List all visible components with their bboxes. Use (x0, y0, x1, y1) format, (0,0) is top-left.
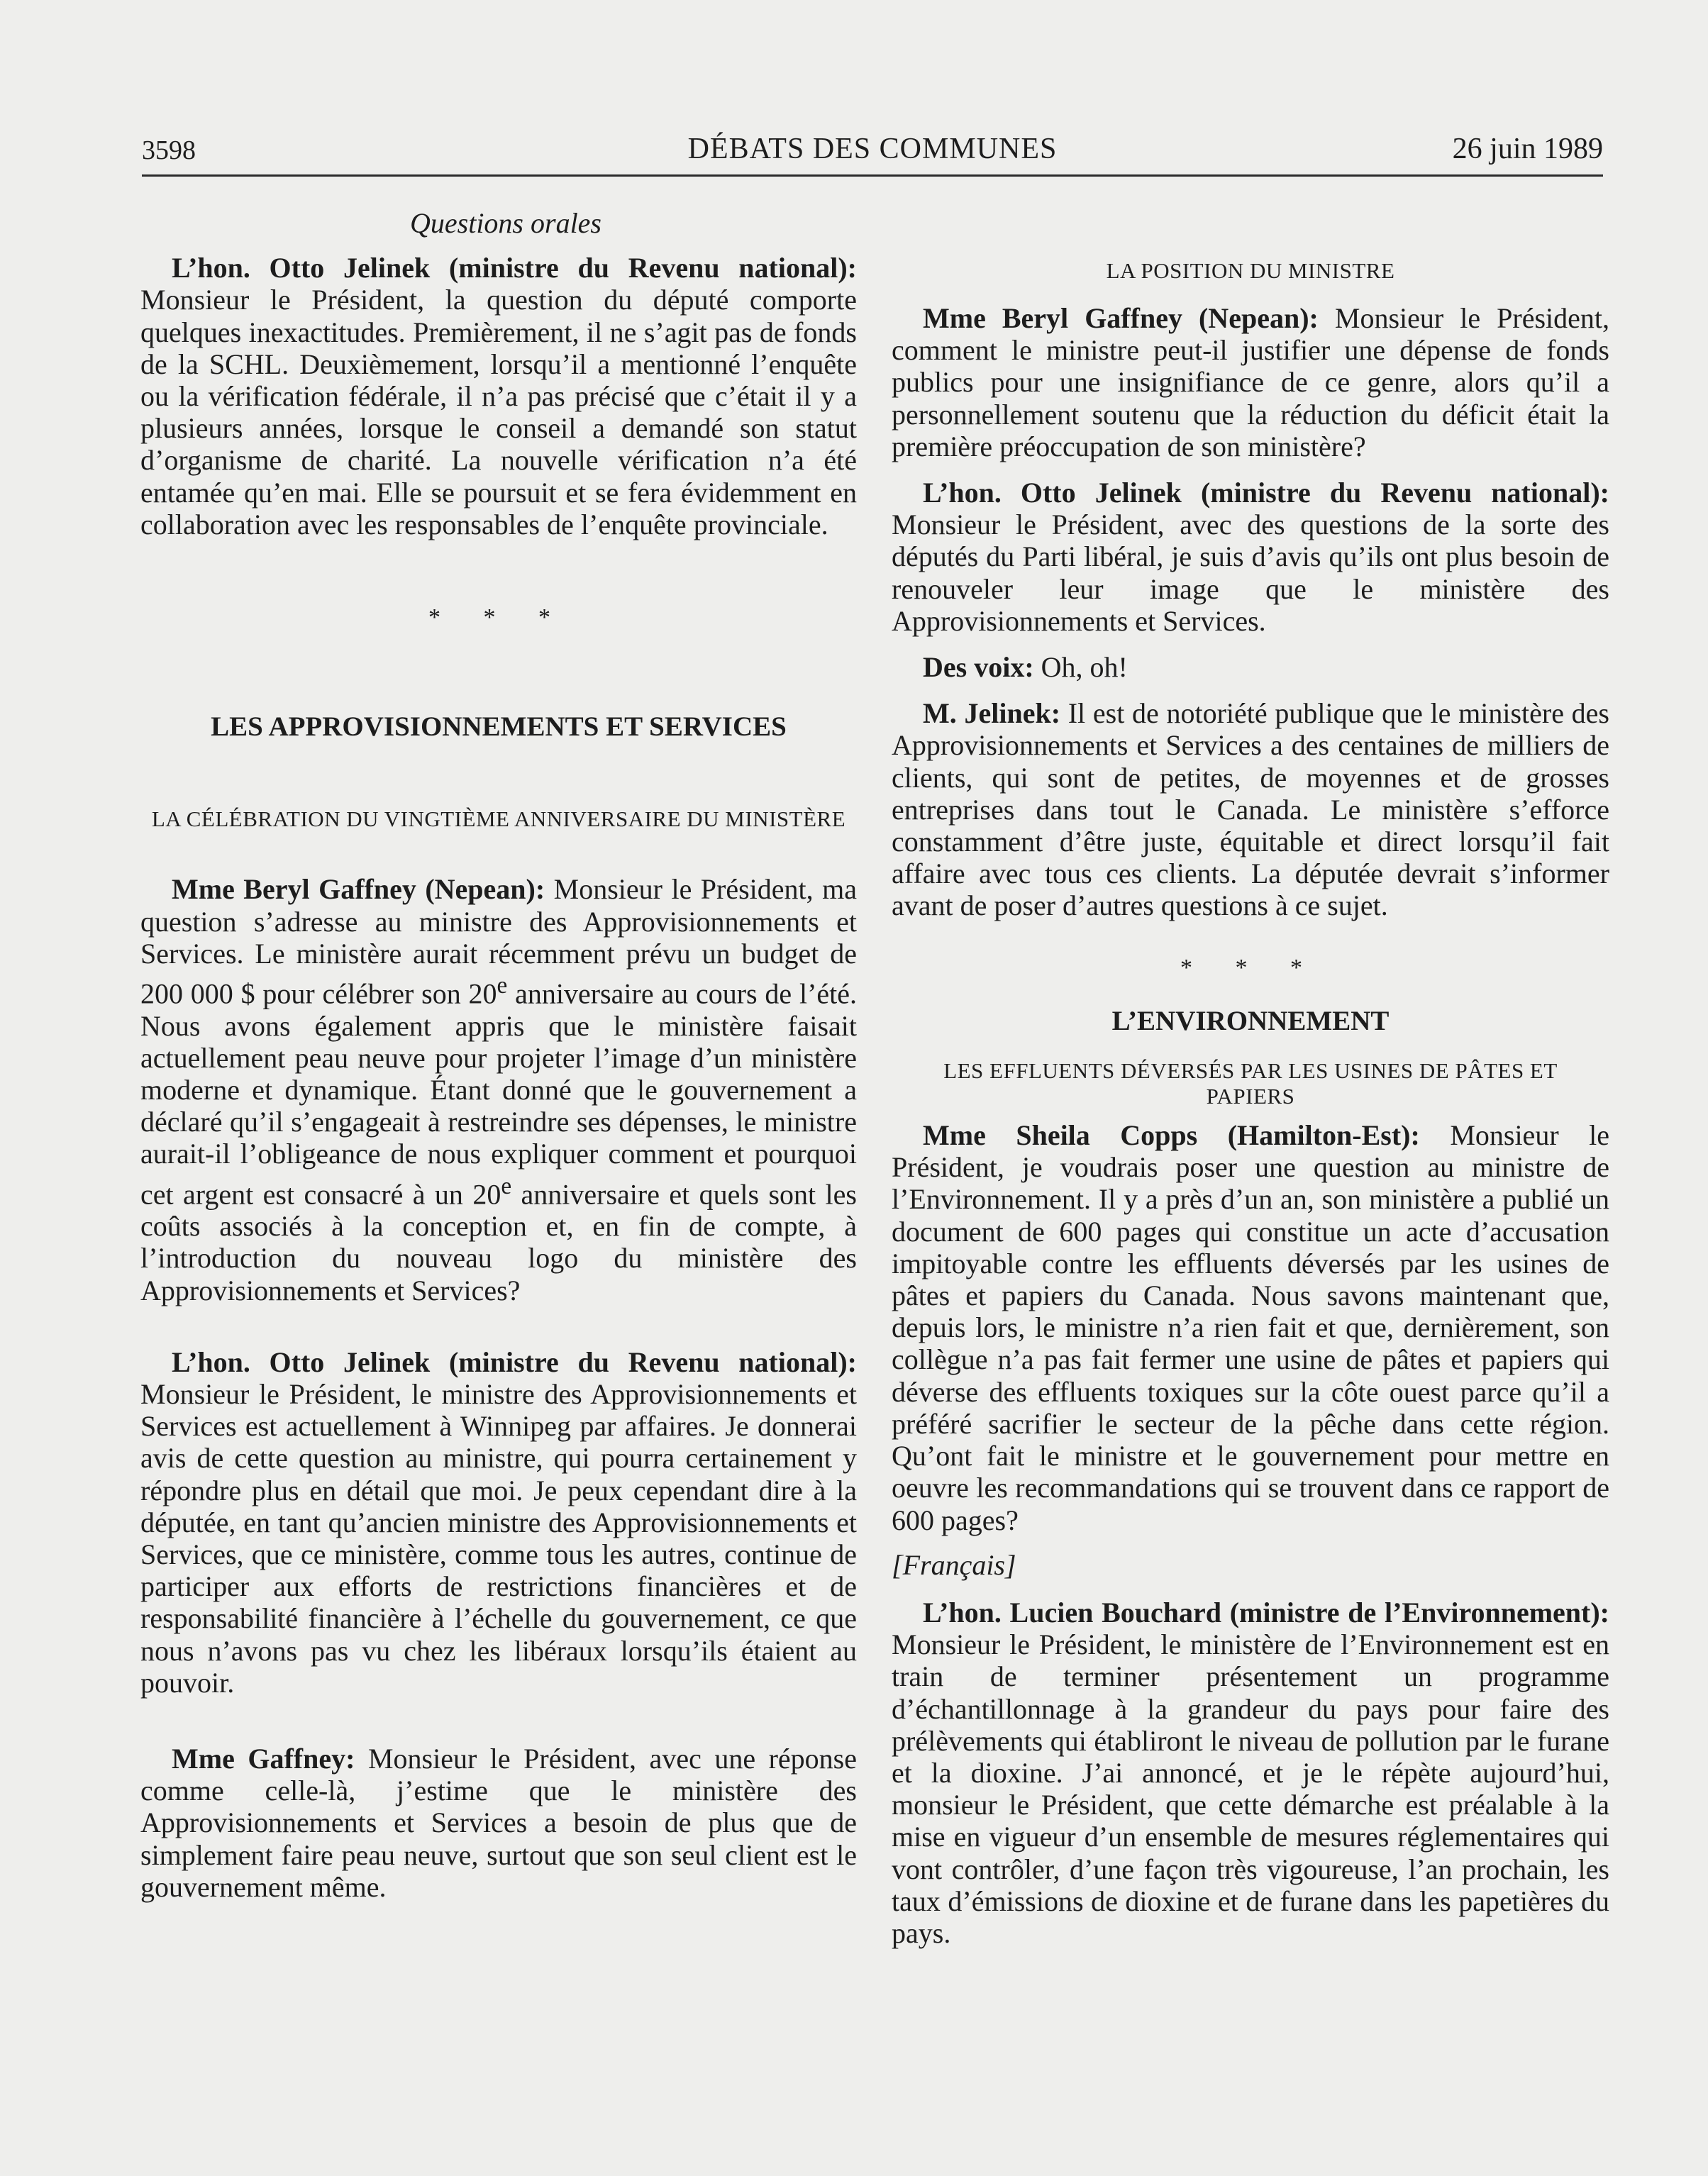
speaker-name: L’hon. Otto Jelinek (ministre du Revenu national): (172, 252, 857, 284)
speech-paragraph (892, 651, 1609, 683)
speech-text: Monsieur le Président, comment le ministre peut-il justifier une dépense de fonds publics pour une insignifiance de ce genre, alors qu’il a personnellement soutenu que la réduction du déficit était la première préoccupation de son ministère? (892, 302, 1610, 462)
speaker-name: Mme Gaffney: (172, 1742, 355, 1775)
speech-text: Monsieur le Président, la question du député comporte quelques inexactitudes. Premièrement, il ne s’agit pas de fonds de la SCHL. Deuxièmement, lorsqu’il a mentionné l’enquête ou la vérification fédérale, il n’a pas précisé que c’était il y a plusieurs années, lorsque le conseil a demandé son statut d’organisme de charité. La nouvelle vérification n’a été entamée qu’en mai. Elle se poursuit et se fera évidemment en collaboration avec les responsables de l’enquête provinciale. (140, 284, 857, 540)
speaker-name: M. Jelinek: (923, 697, 1061, 730)
ordinal-suffix: e (497, 972, 508, 999)
right-column (892, 206, 1609, 1949)
speaker-name: L’hon. Otto Jelinek (ministre du Revenu national): (923, 477, 1609, 509)
speech-paragraph (892, 1597, 1609, 1949)
speech-text: Monsieur le Président, avec des questions de la sorte des députés du Parti libéral, je suis d’avis qu’ils ont plus besoin de renouveler leur image que le ministère des Approvisionnements et Services. (892, 509, 1609, 637)
speech-text: Monsieur le Président, je voudrais poser une question au ministre de l’Environnement. Il y a près d’un an, son ministère a publié un document de 600 pages qui constitue un acte d’accusation impitoyable contre les effluents déversés par les usines de pâtes et papiers du Canada. Nous savons maintenant que, depuis lors, le ministre n’a rien fait et que, dernièrement, son collègue n’a pas fait fermer une usine de pâtes et papiers qui déverse des effluents toxiques sur la côte ouest parce qu’il a préféré sacrifier le secteur de la pêche dans cette région. Qu’ont fait le ministre et le gouvernement pour mettre en oeuvre les recommandations qui se trouvent dans ce rapport de 600 pages? (892, 1119, 1609, 1536)
speaker-name: L’hon. Otto Jelinek (ministre du Revenu national): (172, 1345, 857, 1378)
speech-text: Monsieur le Président, le ministère de l’Environnement est en train de terminer présentement un programme d’échantillonnage à la grandeur du pays pour faire des prélèvements qui établiront le niveau de pollution par le furane et la dioxine. J’ai annoncé, et je le répète aujourd’hui, monsieur le Président, que cette démarche est préalable à la mise en vigueur d’un ensemble de mesures réglementaires qui vont contrôler, d’une façon très vigoureuse, l’an prochain, les taux d’émissions de dioxine et de furane dans les papetières du pays. (892, 1628, 1609, 1949)
speaker-name: L’hon. Lucien Bouchard (ministre de l’Environnement): (923, 1596, 1609, 1628)
speech-paragraph (140, 252, 857, 540)
publication-date: 26 juin 1989 (1452, 133, 1603, 165)
speech-text: Il est de notoriété publique que le ministère des Approvisionnements et Services a des centaines de milliers de clients, qui sont de petites, de moyennes et de grosses entreprises dans tout le Canada. Le ministère s’efforce constamment d’être juste, équitable et direct lorsqu’il fait affaire avec tous ces clients. La députée devrait s’informer avant de poser d’autres questions à ce sujet. (892, 697, 1609, 922)
speaker-name: Des voix: (923, 651, 1034, 684)
speech-paragraph (140, 1346, 857, 1699)
speech-paragraph (892, 302, 1609, 462)
speech-paragraph (892, 477, 1609, 637)
speech-paragraph (140, 873, 857, 1306)
section-label: Questions orales (410, 207, 601, 239)
publication-title: DÉBATS DES COMMUNES (687, 133, 1058, 165)
section-heading: L’ENVIRONNEMENT (1111, 1005, 1390, 1036)
speech-text: Oh, oh! (1041, 651, 1128, 684)
page-number: 3598 (142, 135, 196, 165)
subsection-heading: LA POSITION DU MINISTRE (1106, 258, 1395, 283)
speech-text: Monsieur le Président, ma question s’adresse au ministre des Approvisionnements et Services. Le ministère aurait récemment prévu un budget de 200 000 $ pour célébrer son 20 (140, 873, 858, 1010)
speech-paragraph (140, 1743, 857, 1903)
section-heading: LES APPROVISIONNEMENTS ET SERVICES (211, 711, 787, 743)
subsection-heading: LES EFFLUENTS DÉVERSÉS PAR LES USINES DE PÂTES ET PAPIERS (943, 1058, 1558, 1109)
ordinal-suffix: e (501, 1172, 512, 1199)
page-header (142, 132, 1603, 177)
speech-text: anniversaire et quels sont les coûts associés à la conception et, en fin de compte, à l’introduction du nouveau logo du ministère des Approvisionnements et Services? (140, 1177, 857, 1306)
speaker-name: Mme Beryl Gaffney (Nepean): (923, 302, 1319, 334)
speech-text: Monsieur le Président, le ministre des Approvisionnements et Services est actuellement à Winnipeg par affaires. Je donnerai avis de cette question au ministre, qui pourra certainement y répondre plus en détail que moi. Je peux cependant dire à la députée, en tant qu’ancien ministre des Approvisionnements et Services, que ce ministère, comme tous les autres, continue de participer aux efforts de restrictions financières et de responsabilité financière à l’échelle du gouvernement, ce que nous n’avons pas vu chez les libéraux lorsqu’ils étaient au pouvoir. (140, 1377, 857, 1699)
speaker-name: Mme Beryl Gaffney (Nepean): (172, 873, 545, 906)
speech-paragraph (892, 1119, 1609, 1536)
language-note: [Français] (892, 1548, 1016, 1581)
speech-paragraph (892, 697, 1609, 921)
left-column (140, 206, 857, 1903)
speaker-name: Mme Sheila Copps (Hamilton-Est): (923, 1119, 1420, 1152)
subsection-heading: LA CÉLÉBRATION DU VINGTIÈME ANNIVERSAIRE DU MINISTÈRE (151, 806, 846, 832)
speech-text: Monsieur le Président, avec une réponse comme celle-là, j’estime que le ministère des Approvisionnements et Services a besoin de plus que de simplement faire peau neuve, surtout que son seul client est le gouvernement même. (140, 1742, 858, 1903)
section-separator: * * * (428, 604, 569, 631)
speech-text: anniversaire au cours de l’été. Nous avons également appris que le ministère faisait actuellement peau neuve pour projeter l’image d’un ministère moderne et dynamique. Étant donné que le gouvernement a déclaré qu’il s’engageait à restreindre ses dépenses, le ministre aurait-il l’obligeance de nous expliquer comment et pourquoi cet argent est consacré à un 20 (140, 977, 858, 1210)
section-separator: * * * (1180, 954, 1321, 981)
